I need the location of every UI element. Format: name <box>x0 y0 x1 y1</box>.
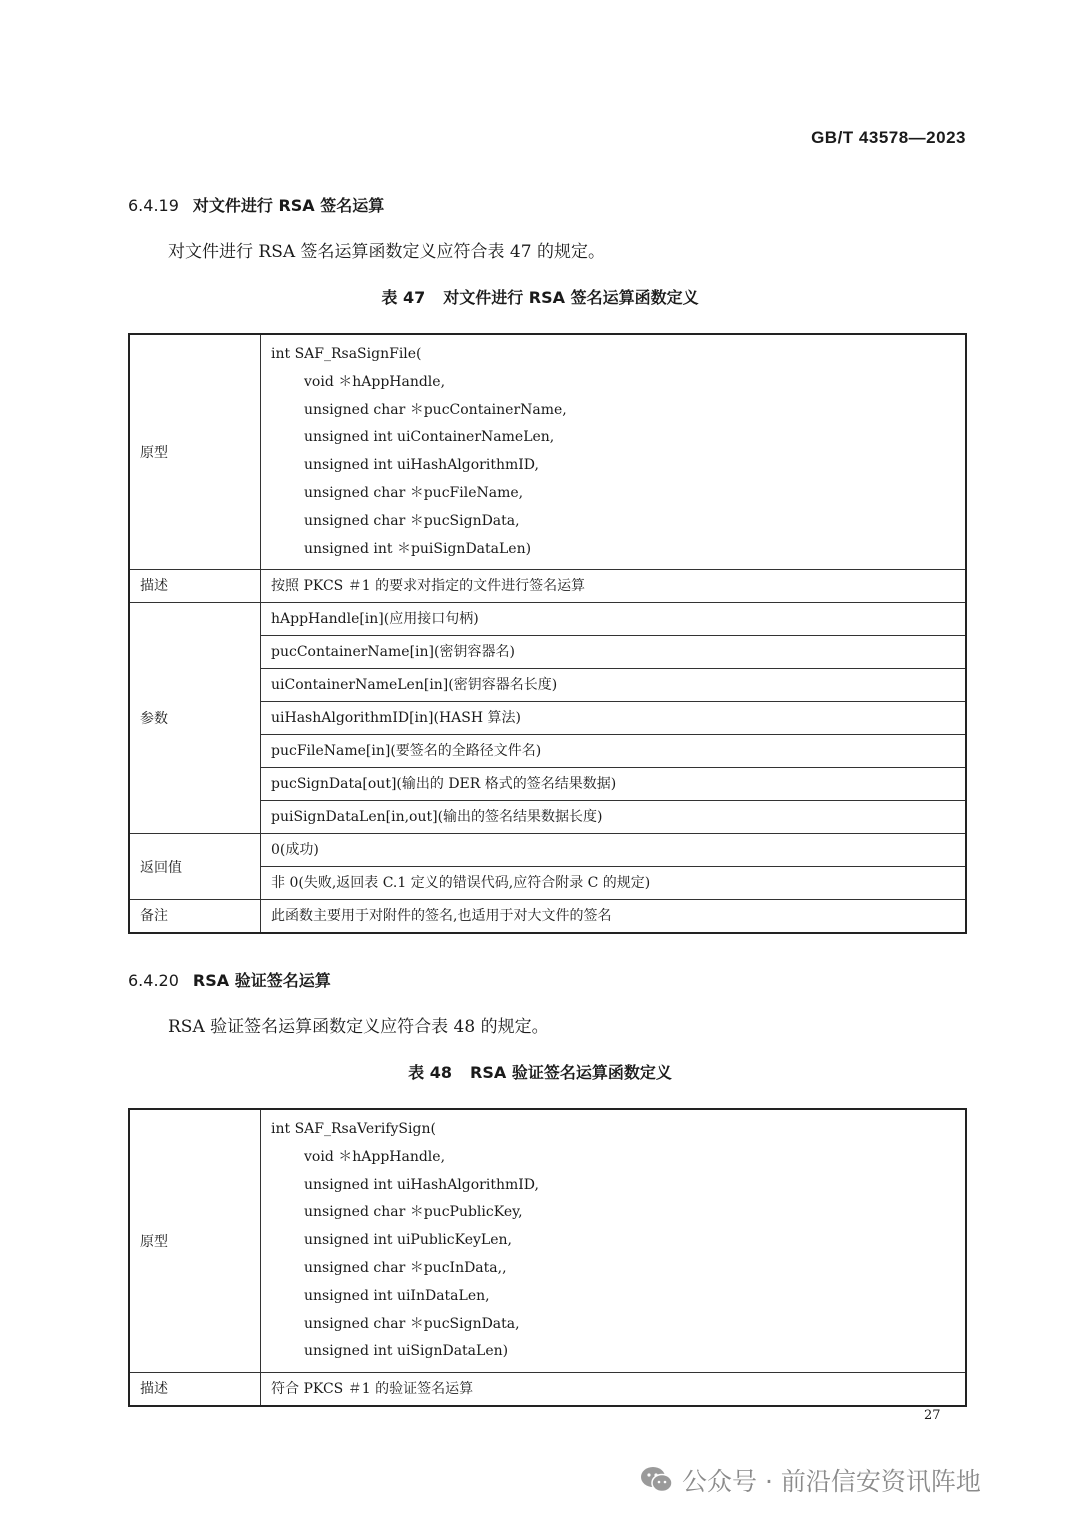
param-cell: pucFileName[in](要签名的全路径文件名) <box>261 735 967 768</box>
prototype-label: 原型 <box>129 1109 261 1373</box>
description-label: 描述 <box>129 570 261 603</box>
prototype-line: unsigned int uiHashAlgorithmID, <box>304 457 539 474</box>
prototype-line: unsigned char ＊pucSignData, <box>304 512 520 529</box>
section-title: 对文件进行 RSA 签名运算 <box>192 196 385 215</box>
prototype-line: void ＊hAppHandle, <box>304 1148 446 1165</box>
prototype-line: unsigned char ＊pucPublicKey, <box>304 1204 523 1221</box>
return-row <box>129 834 966 867</box>
prototype-line: unsigned int uiHashAlgorithmID, <box>304 1176 539 1193</box>
table-48-caption <box>0 1060 1080 1083</box>
table-48 <box>128 1108 967 1407</box>
prototype-row <box>129 334 966 570</box>
section-number: 6.4.19 <box>128 196 179 215</box>
watermark <box>640 1462 981 1498</box>
section-paragraph: RSA 验证签名运算函数定义应符合表 48 的规定。 <box>168 1017 549 1037</box>
remark-row <box>129 900 966 934</box>
prototype-line: void ＊hAppHandle, <box>304 373 446 390</box>
param-cell: hAppHandle[in](应用接口句柄) <box>261 603 967 636</box>
param-cell: pucContainerName[in](密钥容器名) <box>261 636 967 669</box>
section-number: 6.4.20 <box>128 971 179 990</box>
prototype-cell <box>261 1109 967 1373</box>
standard-number: GB/T 43578—2023 <box>811 128 966 147</box>
section-heading-6-4-19 <box>128 193 384 216</box>
param-row <box>129 603 966 636</box>
prototype-line: unsigned char ＊pucInData,, <box>304 1259 507 1276</box>
description-cell: 符合 PKCS ＃1 的验证签名运算 <box>261 1373 967 1407</box>
return-label: 返回值 <box>129 834 261 900</box>
description-label: 描述 <box>129 1373 261 1407</box>
prototype-line: unsigned char ＊pucSignData, <box>304 1315 520 1332</box>
page-number: 27 <box>924 1408 941 1423</box>
description-row <box>129 570 966 603</box>
description-row <box>129 1373 966 1407</box>
param-cell: uiHashAlgorithmID[in](HASH 算法) <box>261 702 967 735</box>
prototype-row <box>129 1109 966 1373</box>
table-47 <box>128 333 967 934</box>
return-cell: 0(成功) <box>261 834 967 867</box>
section-heading-6-4-20 <box>128 968 331 991</box>
section-title: RSA 验证签名运算 <box>192 971 331 990</box>
params-label: 参数 <box>129 603 261 834</box>
prototype-line: unsigned char ＊pucFileName, <box>304 484 524 501</box>
param-cell: uiContainerNameLen[in](密钥容器名长度) <box>261 669 967 702</box>
prototype-line: int SAF_RsaVerifySign( <box>271 1121 436 1137</box>
remark-cell: 此函数主要用于对附件的签名,也适用于对大文件的签名 <box>261 900 967 934</box>
wechat-icon <box>640 1465 674 1495</box>
prototype-line: unsigned char ＊pucContainerName, <box>304 401 567 418</box>
watermark-text: 公众号 · 前沿信安资讯阵地 <box>682 1467 981 1496</box>
table-title: RSA 验证签名运算函数定义 <box>470 1063 672 1082</box>
table-number: 表 48 <box>408 1063 453 1082</box>
prototype-line: unsigned int uiInDataLen, <box>304 1287 490 1304</box>
prototype-line: unsigned int uiSignDataLen) <box>304 1343 509 1360</box>
table-number: 表 47 <box>381 288 426 307</box>
remark-label: 备注 <box>129 900 261 934</box>
prototype-line: unsigned int uiPublicKeyLen, <box>304 1232 512 1249</box>
prototype-line: unsigned int uiContainerNameLen, <box>304 429 555 446</box>
prototype-label: 原型 <box>129 334 261 570</box>
prototype-line: int SAF_RsaSignFile( <box>271 346 422 362</box>
param-cell: pucSignData[out](输出的 DER 格式的签名结果数据) <box>261 768 967 801</box>
prototype-line: unsigned int ＊puiSignDataLen) <box>304 540 532 557</box>
return-cell: 非 0(失败,返回表 C.1 定义的错误代码,应符合附录 C 的规定) <box>261 867 967 900</box>
section-paragraph: 对文件进行 RSA 签名运算函数定义应符合表 47 的规定。 <box>168 242 605 262</box>
table-title: 对文件进行 RSA 签名运算函数定义 <box>443 288 699 307</box>
prototype-cell <box>261 334 967 570</box>
description-cell: 按照 PKCS ＃1 的要求对指定的文件进行签名运算 <box>261 570 967 603</box>
param-cell: puiSignDataLen[in,out](输出的签名结果数据长度) <box>261 801 967 834</box>
table-47-caption <box>0 285 1080 308</box>
